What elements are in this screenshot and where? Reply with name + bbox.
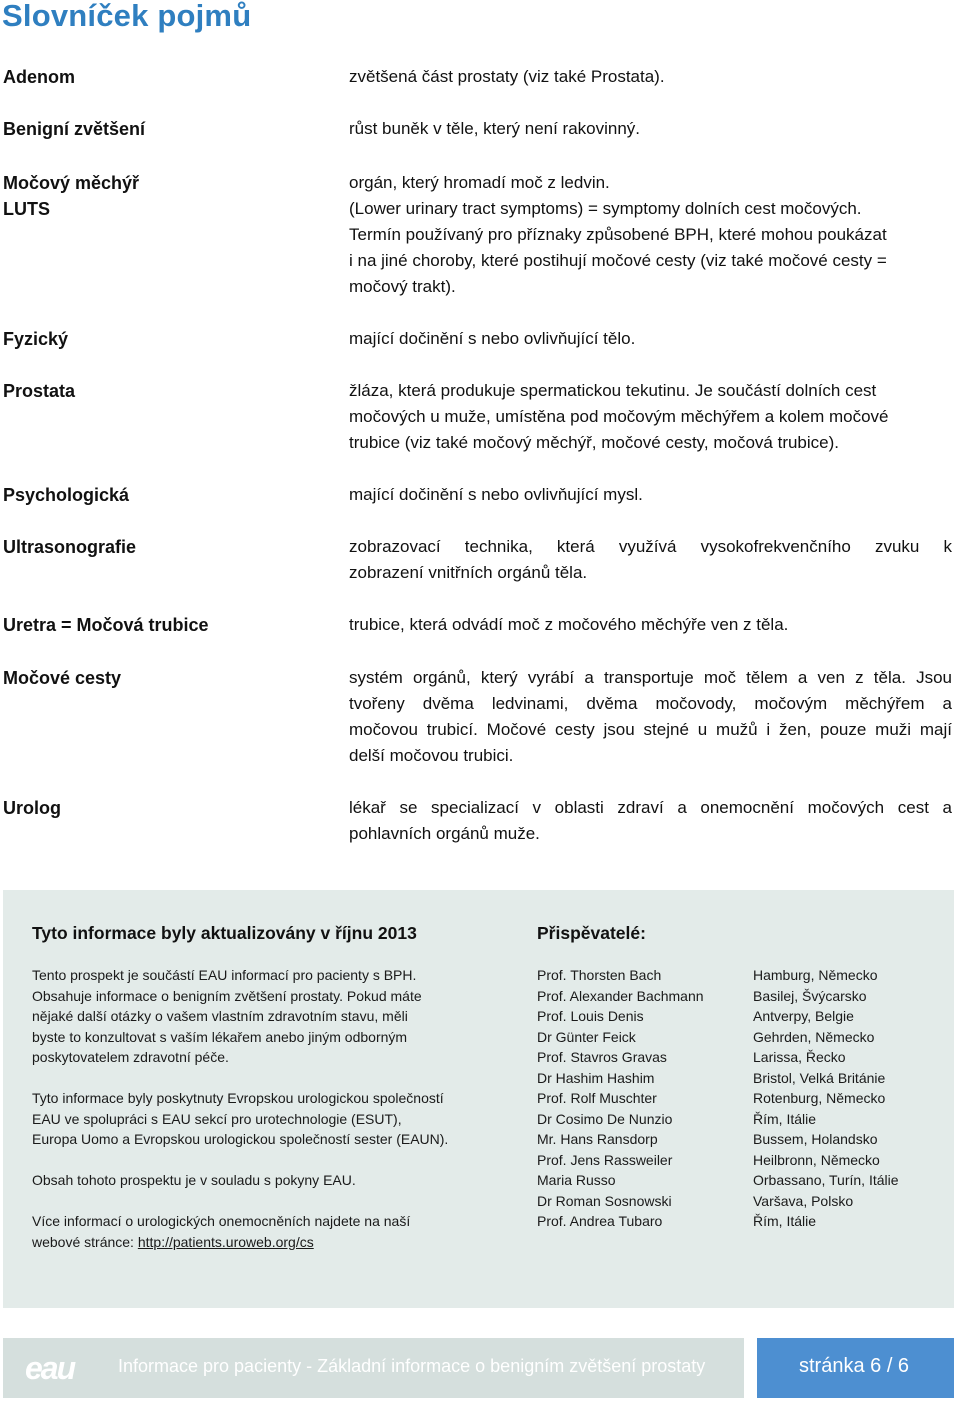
definition-line: močový trakt). [349, 277, 456, 296]
glossary-definition [349, 378, 952, 456]
glossary-term: Fyzický [3, 329, 69, 349]
info-paragraph-1 [32, 965, 502, 1068]
paragraph-line: poskytovatelem zdravotní péče. [32, 1049, 229, 1065]
definition-line: i na jiné choroby, které postihují močové cesty (viz také močové cesty = [349, 251, 887, 270]
contributor-name: Prof. Louis Denis [537, 1008, 644, 1024]
contributor-name: Maria Russo [537, 1172, 616, 1188]
glossary-definition [349, 116, 952, 142]
definition-line: růst buněk v těle, který není rakovinný. [349, 119, 641, 138]
glossary-definition [349, 196, 952, 300]
paragraph-line: Více informací o urologických onemocněních najdete na naší [32, 1213, 411, 1229]
definition-line: delší močovou trubici. [349, 746, 514, 765]
contributor-place: Bristol, Velká Británie [753, 1069, 886, 1086]
contributor-name: Prof. Rolf Muschter [537, 1090, 657, 1106]
contributor-place: Antverpy, Belgie [753, 1008, 854, 1024]
contributor-place: Larissa, Řecko [753, 1049, 846, 1065]
definition-line: zobrazení vnitřních orgánů těla. [349, 563, 588, 582]
glossary-definition [349, 170, 952, 196]
page-indicator [757, 1338, 954, 1398]
update-heading: Tyto informace byly aktualizovány v říjnu 2013 [32, 923, 417, 943]
page-number: stránka 6 / 6 [799, 1355, 910, 1377]
definition-line: orgán, který hromadí moč z ledvin. [349, 173, 610, 192]
contributor-name: Dr Roman Sosnowski [537, 1192, 672, 1209]
glossary-definition [349, 534, 952, 586]
glossary-definition [349, 326, 952, 352]
definition-line: lékař se specializací v oblasti zdraví a onemocnění močových cest a [349, 798, 952, 817]
contributor-place: Řím, Itálie [753, 1213, 817, 1229]
contributor-name: Prof. Jens Rassweiler [537, 1151, 673, 1168]
contributor-name: Prof. Stavros Gravas [537, 1049, 667, 1065]
link-prefix: webové stránce: [32, 1233, 138, 1250]
definition-line: Termín používaný pro příznaky způsobené BPH, které mohou poukázat [349, 225, 887, 244]
contributor-name: Dr Cosimo De Nunzio [537, 1110, 673, 1127]
glossary-term: Uretra = Močová trubice [3, 615, 209, 635]
definition-line: močových u muže, umístěna pod močovým měchýřem a kolem močové [349, 407, 889, 426]
contributor-name: Prof. Thorsten Bach [537, 967, 662, 983]
contributor-names [537, 965, 704, 1232]
info-paragraph-2 [32, 1088, 512, 1150]
info-paragraph-4 [32, 1211, 502, 1252]
contributor-name: Prof. Alexander Bachmann [537, 987, 704, 1004]
info-paragraph-3 [32, 1170, 502, 1191]
glossary-definition [349, 795, 952, 847]
contributor-place: Heilbronn, Německo [753, 1151, 880, 1168]
paragraph-line: nějaké další otázky o vašem vlastním zdravotním stavu, měli [32, 1008, 408, 1024]
glossary-term: Močový měchýř [3, 173, 140, 193]
website-link[interactable]: http://patients.uroweb.org/cs [137, 1233, 314, 1250]
paragraph-line: Obsahuje informace o benigním zvětšení prostaty. Pokud máte [32, 987, 422, 1004]
paragraph-line: Tyto informace byly poskytnuty Evropskou urologickou společností [32, 1090, 444, 1106]
eau-logo: eau [25, 1350, 75, 1386]
footer-bar [3, 1338, 744, 1398]
contributor-places [753, 965, 899, 1232]
definition-line: žláza, která produkuje spermatickou tekutinu. Je součástí dolních cest [349, 381, 877, 400]
glossary-definition [349, 64, 952, 90]
info-box [3, 890, 954, 1308]
definition-line: tvořeny dvěma ledvinami, dvěma močovody, močovým měchýřem a [349, 694, 952, 713]
glossary-definition [349, 665, 952, 769]
contributor-name: Dr Hashim Hashim [537, 1069, 655, 1086]
glossary-definition [349, 482, 952, 508]
definition-line: trubice (viz také močový měchýř, močové cesty, močová trubice). [349, 433, 840, 452]
contributor-name: Prof. Andrea Tubaro [537, 1213, 663, 1229]
definition-line: trubice, která odvádí moč z močového měchýře ven z těla. [349, 615, 789, 634]
contributor-place: Basilej, Švýcarsko [753, 987, 867, 1004]
glossary-term: Psychologická [3, 485, 130, 505]
glossary-term: Adenom [3, 67, 75, 87]
definition-line: zobrazovací technika, která využívá vysokofrekvenčního zvuku k [349, 537, 952, 556]
glossary-definition [349, 612, 952, 638]
contributor-place: Řím, Itálie [753, 1110, 817, 1127]
contributor-place: Bussem, Holandsko [753, 1131, 878, 1147]
definition-line: systém orgánů, který vyrábí a transportuje moč tělem a ven z těla. Jsou [349, 668, 952, 687]
glossary-term: Močové cesty [3, 668, 122, 688]
glossary-term: Ultrasonografie [3, 537, 137, 557]
definition-line: pohlavních orgánů muže. [349, 824, 540, 843]
paragraph-line [32, 1232, 502, 1253]
contributor-name: Dr Günter Feick [537, 1028, 636, 1045]
definition-line: mající dočinění s nebo ovlivňující mysl. [349, 485, 643, 504]
contributor-place: Gehrden, Německo [753, 1028, 875, 1045]
contributor-name: Mr. Hans Ransdorp [537, 1131, 658, 1147]
paragraph-line: Obsah tohoto prospektu je v souladu s pokyny EAU. [32, 1172, 356, 1188]
contributor-place: Hamburg, Německo [753, 967, 878, 983]
glossary-term: Prostata [3, 381, 76, 401]
paragraph-line: Tento prospekt je součástí EAU informací pro pacienty s BPH. [32, 967, 417, 983]
contributor-place: Varšava, Polsko [753, 1192, 854, 1209]
definition-line: (Lower urinary tract symptoms) = symptomy dolních cest močových. [349, 199, 862, 218]
contributor-place: Orbassano, Turín, Itálie [753, 1172, 899, 1188]
contributor-place: Rotenburg, Německo [753, 1090, 886, 1106]
definition-line: mající dočinění s nebo ovlivňující tělo. [349, 329, 636, 348]
footer-title: Informace pro pacienty - Základní informace o benigním zvětšení prostaty [118, 1356, 706, 1376]
glossary-term: Benigní zvětšení [3, 119, 146, 139]
paragraph-line: EAU ve spolupráci s EAU sekcí pro urotechnologie (ESUT), [32, 1110, 402, 1127]
paragraph-line: byste to konzultovat s vaším lékařem anebo jiným odborným [32, 1028, 408, 1045]
definition-line: zvětšená část prostaty (viz také Prostata). [349, 67, 665, 86]
paragraph-line: Europa Uomo a Evropskou urologickou společností sester (EAUN). [32, 1131, 449, 1147]
glossary-term: LUTS [3, 199, 50, 219]
page-title: Slovníček pojmů [2, 0, 252, 33]
glossary-term: Urolog [3, 798, 61, 818]
contributors-heading: Přispěvatelé: [537, 923, 646, 943]
definition-line: močovou trubicí. Močové cesty jsou stejné u mužů i žen, pouze muži mají [349, 720, 952, 739]
